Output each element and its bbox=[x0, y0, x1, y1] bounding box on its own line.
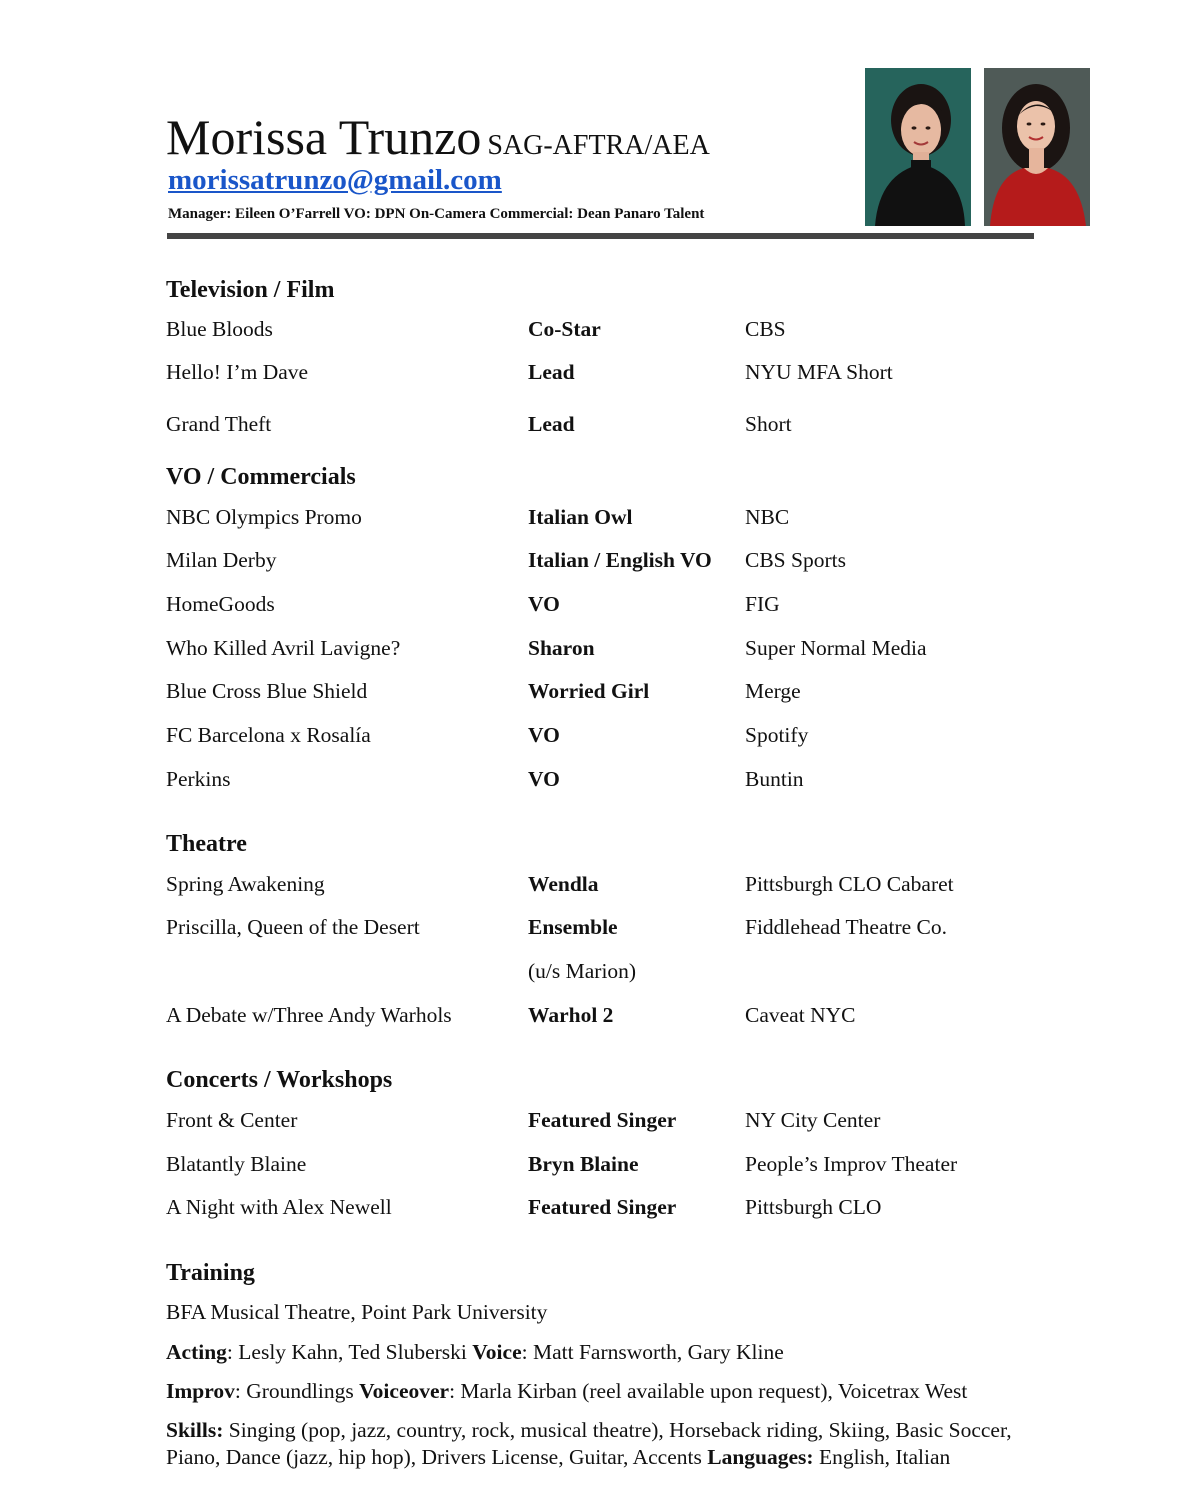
company-name: Spotify bbox=[745, 723, 809, 747]
role-name: VO bbox=[528, 723, 560, 747]
table-row bbox=[0, 505, 1202, 535]
table-row bbox=[0, 360, 1202, 390]
table-row bbox=[0, 592, 1202, 622]
project-name: A Debate w/Three Andy Warhols bbox=[166, 1003, 452, 1027]
role-name: Italian / English VO bbox=[528, 548, 712, 572]
improv-label: Improv bbox=[166, 1379, 235, 1403]
role-name: Lead bbox=[528, 412, 575, 436]
role-name: Wendla bbox=[528, 872, 599, 896]
section-title-training: Training bbox=[166, 1260, 255, 1286]
section-title-television-film: Television / Film bbox=[166, 277, 335, 303]
skills-list: Singing (pop, jazz, country, rock, musical theatre), Horseback riding, Skiing, Basic Soccer, bbox=[223, 1418, 1012, 1442]
project-name: Front & Center bbox=[166, 1108, 298, 1132]
role-name: Co-Star bbox=[528, 317, 601, 341]
company-name: Buntin bbox=[745, 767, 804, 791]
project-name: Blue Bloods bbox=[166, 317, 273, 341]
company-name: NY City Center bbox=[745, 1108, 881, 1132]
skills-line-1 bbox=[166, 1418, 1012, 1443]
company-name: CBS Sports bbox=[745, 548, 846, 572]
role-name: Warhol 2 bbox=[528, 1003, 614, 1027]
headshot-1-image bbox=[865, 68, 971, 226]
section-title-concerts-workshops: Concerts / Workshops bbox=[166, 1067, 393, 1093]
project-name: HomeGoods bbox=[166, 592, 275, 616]
table-row bbox=[0, 767, 1202, 797]
company-name: Merge bbox=[745, 679, 801, 703]
role-name: Lead bbox=[528, 360, 575, 384]
table-row bbox=[0, 1003, 1202, 1033]
table-row bbox=[0, 1152, 1202, 1182]
union-affiliation: SAG-AFTRA/AEA bbox=[487, 130, 710, 161]
voice-label: Voice bbox=[472, 1340, 522, 1364]
table-row bbox=[0, 872, 1202, 902]
table-row bbox=[0, 959, 1202, 989]
header-divider bbox=[167, 233, 1034, 239]
headshot-2-image bbox=[984, 68, 1090, 226]
company-name: Pittsburgh CLO bbox=[745, 1195, 882, 1219]
table-row bbox=[0, 412, 1202, 442]
project-name: Blatantly Blaine bbox=[166, 1152, 307, 1176]
table-row bbox=[0, 1108, 1202, 1138]
training-acting-voice bbox=[166, 1340, 784, 1365]
project-name: A Night with Alex Newell bbox=[166, 1195, 392, 1219]
company-name: NBC bbox=[745, 505, 790, 529]
acting-label: Acting bbox=[166, 1340, 227, 1364]
role-name: Sharon bbox=[528, 636, 595, 660]
company-name: CBS bbox=[745, 317, 786, 341]
project-name: NBC Olympics Promo bbox=[166, 505, 362, 529]
headshot-photo-1 bbox=[865, 68, 971, 226]
table-row bbox=[0, 1195, 1202, 1225]
role-name: Ensemble bbox=[528, 915, 618, 939]
table-row bbox=[0, 548, 1202, 578]
section-title-theatre: Theatre bbox=[166, 831, 247, 857]
project-name: Who Killed Avril Lavigne? bbox=[166, 636, 401, 660]
skills-line-2 bbox=[166, 1445, 950, 1470]
voiceover-label: Voiceover bbox=[359, 1379, 450, 1403]
languages-label: Languages: bbox=[707, 1445, 814, 1469]
project-name: Hello! I’m Dave bbox=[166, 360, 309, 384]
table-row bbox=[0, 915, 1202, 945]
voice-teachers: : Matt Farnsworth, Gary Kline bbox=[521, 1340, 784, 1364]
skills-label: Skills: bbox=[166, 1418, 224, 1442]
company-name: Super Normal Media bbox=[745, 636, 927, 660]
representation-line: Manager: Eileen O’Farrell VO: DPN On-Camera Commercial: Dean Panaro Talent bbox=[168, 206, 705, 222]
table-row bbox=[0, 723, 1202, 753]
table-row bbox=[0, 317, 1202, 347]
role-name: VO bbox=[528, 592, 560, 616]
voiceover-teachers: : Marla Kirban (reel available upon request), Voicetrax West bbox=[449, 1379, 968, 1403]
project-name: FC Barcelona x Rosalía bbox=[166, 723, 371, 747]
company-name: People’s Improv Theater bbox=[745, 1152, 958, 1176]
company-name: Pittsburgh CLO Cabaret bbox=[745, 872, 954, 896]
project-name: Spring Awakening bbox=[166, 872, 325, 896]
company-name: Fiddlehead Theatre Co. bbox=[745, 915, 948, 939]
role-note: (u/s Marion) bbox=[528, 959, 637, 983]
skills-list-cont: Piano, Dance (jazz, hip hop), Drivers License, Guitar, Accents bbox=[166, 1445, 708, 1469]
project-name: Priscilla, Queen of the Desert bbox=[166, 915, 420, 939]
section-title-vo-commercials: VO / Commercials bbox=[166, 464, 356, 490]
improv-schools: : Groundlings bbox=[234, 1379, 360, 1403]
company-name: Short bbox=[745, 412, 792, 436]
headshot-photo-2 bbox=[984, 68, 1090, 226]
project-name: Grand Theft bbox=[166, 412, 272, 436]
languages-list: English, Italian bbox=[813, 1445, 951, 1469]
company-name: NYU MFA Short bbox=[745, 360, 893, 384]
role-name: VO bbox=[528, 767, 560, 791]
role-name: Featured Singer bbox=[528, 1108, 677, 1132]
table-row bbox=[0, 679, 1202, 709]
training-improv-voiceover bbox=[166, 1379, 967, 1404]
training-degree: BFA Musical Theatre, Point Park University bbox=[166, 1300, 548, 1324]
company-name: FIG bbox=[745, 592, 780, 616]
email-link[interactable]: morissatrunzo@gmail.com bbox=[168, 164, 502, 196]
project-name: Blue Cross Blue Shield bbox=[166, 679, 368, 703]
role-name: Bryn Blaine bbox=[528, 1152, 639, 1176]
project-name: Milan Derby bbox=[166, 548, 277, 572]
table-row bbox=[0, 636, 1202, 666]
project-name: Perkins bbox=[166, 767, 231, 791]
name-text: Morissa Trunzo bbox=[166, 109, 482, 165]
role-name: Italian Owl bbox=[528, 505, 633, 529]
acting-teachers: : Lesly Kahn, Ted Sluberski bbox=[226, 1340, 473, 1364]
role-name: Worried Girl bbox=[528, 679, 650, 703]
company-name: Caveat NYC bbox=[745, 1003, 856, 1027]
role-name: Featured Singer bbox=[528, 1195, 677, 1219]
